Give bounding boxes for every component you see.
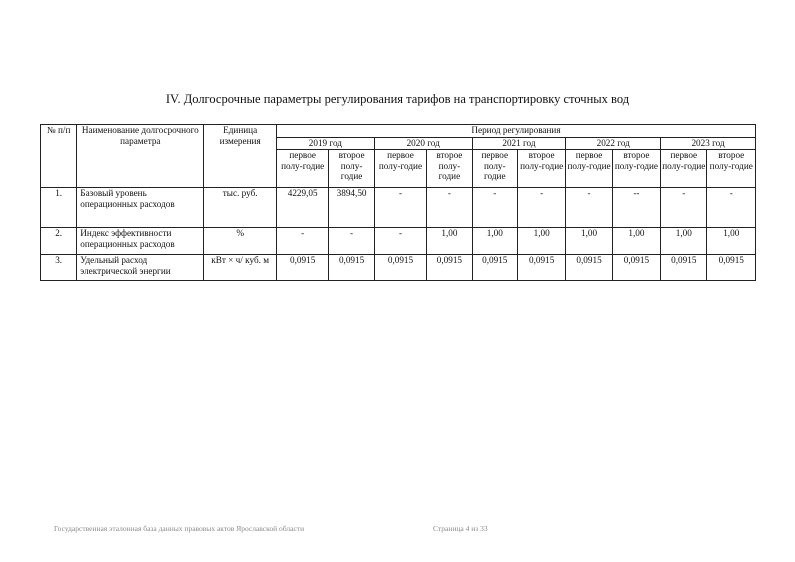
row-value: - (517, 188, 565, 228)
row-num: 2. (41, 228, 77, 255)
row-value: - (661, 188, 707, 228)
header-year-2022: 2022 год (566, 138, 661, 150)
row-value: 0,0915 (329, 255, 374, 281)
row-value: 1,00 (517, 228, 565, 255)
row-value: 4229,05 (276, 188, 328, 228)
header-half-1: первое полу-годие (276, 150, 328, 188)
row-value: 1,00 (427, 228, 472, 255)
header-half-2: второе полу-годие (707, 150, 756, 188)
row-value: 3894,50 (329, 188, 374, 228)
row-name: Базовый уровень операционных расходов (77, 188, 204, 228)
row-value: 1,00 (612, 228, 660, 255)
row-value: 0,0915 (517, 255, 565, 281)
row-value: - (374, 228, 426, 255)
row-value: - (427, 188, 472, 228)
row-value: - (472, 188, 517, 228)
row-unit: кВт × ч/ куб. м (204, 255, 277, 281)
row-value: 0,0915 (374, 255, 426, 281)
header-name: Наименование долгосрочного параметра (77, 125, 204, 188)
row-value: 1,00 (566, 228, 612, 255)
header-year-2019: 2019 год (276, 138, 374, 150)
table-row (41, 255, 756, 281)
header-half-1: первое полу-годие (566, 150, 612, 188)
row-value: 1,00 (472, 228, 517, 255)
row-value: - (374, 188, 426, 228)
row-value: 0,0915 (427, 255, 472, 281)
row-value: -- (612, 188, 660, 228)
row-value: 0,0915 (276, 255, 328, 281)
header-half-2: второе полу-годие (517, 150, 565, 188)
header-year-2023: 2023 год (661, 138, 756, 150)
row-name: Удельный расход электрической энергии (77, 255, 204, 281)
header-half-2: второе полу-годие (329, 150, 374, 188)
header-year-2020: 2020 год (374, 138, 472, 150)
row-unit: тыс. руб. (204, 188, 277, 228)
header-half-1: первое полу-годие (472, 150, 517, 188)
header-year-2021: 2021 год (472, 138, 566, 150)
row-value: 0,0915 (472, 255, 517, 281)
row-value: - (707, 188, 756, 228)
table-row (41, 228, 756, 255)
row-value: 1,00 (707, 228, 756, 255)
table-row (41, 188, 756, 228)
footer-page-number: Страница 4 из 33 (433, 524, 488, 533)
row-value: - (566, 188, 612, 228)
header-half-2: второе полу-годие (612, 150, 660, 188)
row-value: 0,0915 (707, 255, 756, 281)
row-value: 0,0915 (612, 255, 660, 281)
row-value: 1,00 (661, 228, 707, 255)
header-num: № п/п (41, 125, 77, 188)
row-value: - (276, 228, 328, 255)
row-value: 0,0915 (661, 255, 707, 281)
header-half-1: первое полу-годие (661, 150, 707, 188)
row-value: 0,0915 (566, 255, 612, 281)
row-num: 1. (41, 188, 77, 228)
header-half-1: первое полу-годие (374, 150, 426, 188)
header-period: Период регулирования (276, 125, 755, 138)
page-title: IV. Долгосрочные параметры регулирования тарифов на транспортировку сточных вод (165, 92, 630, 106)
row-name: Индекс эффективности операционных расходов (77, 228, 204, 255)
header-half-2: второе полу-годие (427, 150, 472, 188)
footer-source: Государственная эталонная база данных правовых актов Ярославской области (54, 524, 305, 533)
row-num: 3. (41, 255, 77, 281)
row-unit: % (204, 228, 277, 255)
row-value: - (329, 228, 374, 255)
header-unit: Единица измерения (204, 125, 277, 188)
parameters-table (40, 124, 756, 281)
